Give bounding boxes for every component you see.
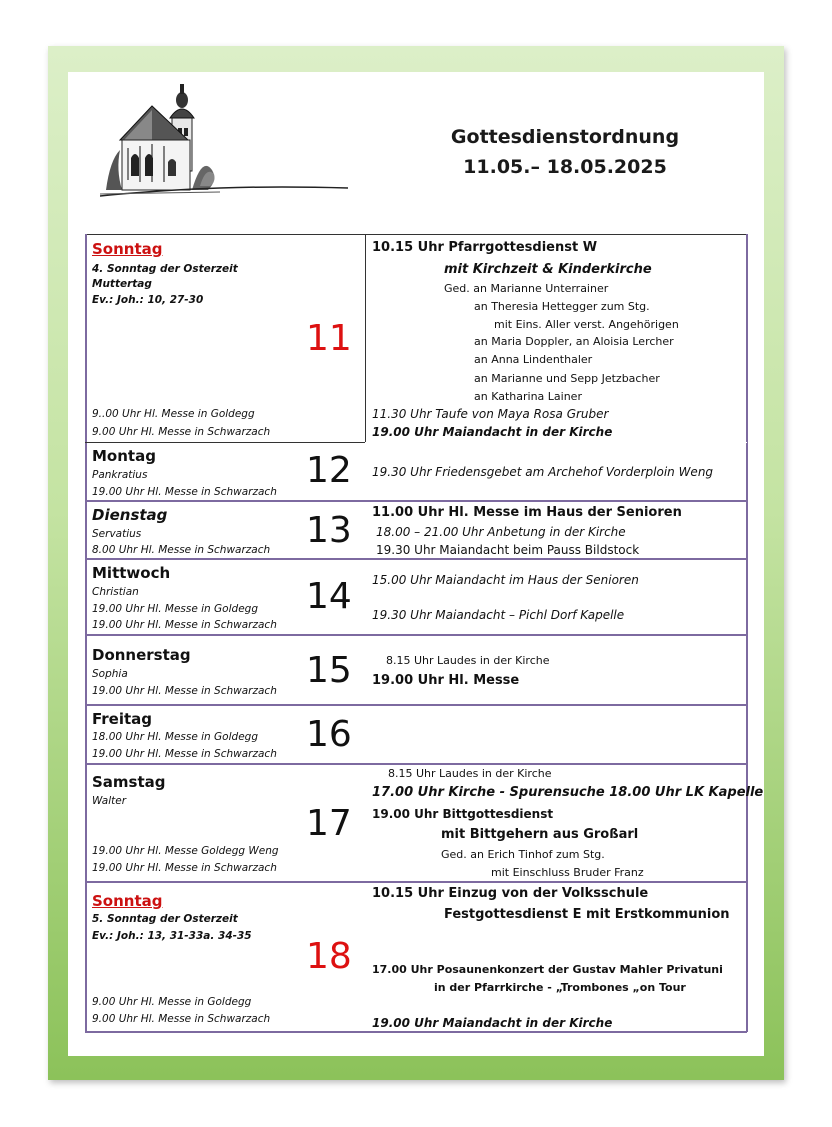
row-divider <box>85 704 747 706</box>
event: mit Kirchzeit & Kinderkirche <box>444 262 652 277</box>
mass-time: 19.00 Uhr Hl. Messe in Schwarzach <box>92 486 277 498</box>
table-left-border <box>85 234 87 1032</box>
mass-time: 19.00 Uhr Hl. Messe in Schwarzach <box>92 748 277 760</box>
row-divider <box>85 763 747 765</box>
day-name: Freitag <box>92 710 153 728</box>
event: Ged. an Erich Tinhof zum Stg. <box>441 848 605 861</box>
event: 15.00 Uhr Maiandacht im Haus der Senioren <box>372 573 639 587</box>
date-number: 15 <box>306 650 352 691</box>
mass-time: 18.00 Uhr Hl. Messe in Goldegg <box>92 731 258 743</box>
spacer <box>365 442 747 443</box>
date-number: 12 <box>306 450 352 491</box>
event: an Maria Doppler, an Aloisia Lercher <box>474 335 674 348</box>
event: 19.30 Uhr Maiandacht – Pichl Dorf Kapelle <box>372 608 625 622</box>
event: 11.30 Uhr Taufe von Maya Rosa Gruber <box>372 407 609 421</box>
day-name: Dienstag <box>92 506 168 524</box>
mass-time: 9.00 Uhr Hl. Messe in Schwarzach <box>92 1013 271 1025</box>
mass-time: 9.00 Uhr Hl. Messe in Goldegg <box>92 996 252 1008</box>
day-name: Samstag <box>92 773 166 791</box>
row-divider <box>85 881 747 883</box>
table-right-border <box>746 234 748 1032</box>
row-divider <box>85 558 747 560</box>
title-line-1: Gottesdienstordnung <box>450 126 680 148</box>
day-note: 4. Sonntag der Osterzeit <box>92 263 238 275</box>
date-number: 14 <box>306 576 352 617</box>
date-number: 18 <box>306 936 352 977</box>
event: 19.00 Uhr Bittgottesdienst <box>372 807 554 821</box>
date-number: 11 <box>306 318 352 359</box>
mass-time: 19.00 Uhr Hl. Messe in Schwarzach <box>92 619 277 631</box>
day-note: Ev.: Joh.: 13, 31-33a. 34-35 <box>92 930 252 942</box>
date-number: 17 <box>306 803 352 844</box>
table-top-border <box>85 234 747 235</box>
event: 10.15 Uhr Pfarrgottesdienst W <box>372 240 598 255</box>
event: an Theresia Hettegger zum Stg. <box>474 300 650 313</box>
date-number: 13 <box>306 510 352 551</box>
page-title <box>430 122 700 182</box>
day-name: Montag <box>92 447 156 465</box>
event: 8.15 Uhr Laudes in der Kirche <box>388 767 552 780</box>
event: an Katharina Lainer <box>474 390 582 403</box>
church-illustration <box>100 78 350 208</box>
day-note: Pankratius <box>92 469 148 481</box>
event: mit Einschluss Bruder Franz <box>491 866 644 879</box>
event: 19.30 Uhr Maiandacht beim Pauss Bildstock <box>376 543 640 557</box>
day-note: Walter <box>92 795 127 807</box>
event: 17.00 Uhr Kirche - Spurensuche 18.00 Uhr LK Kapelle <box>372 785 764 800</box>
day-name: Sonntag <box>92 892 163 910</box>
day-name: Sonntag <box>92 240 163 258</box>
column-divider <box>365 234 366 442</box>
table-bottom-border <box>85 1031 747 1033</box>
mass-time: 19.00 Uhr Hl. Messe in Schwarzach <box>92 685 277 697</box>
day-note: Servatius <box>92 528 142 540</box>
mass-time: 19.00 Uhr Hl. Messe in Schwarzach <box>92 862 277 874</box>
event: Festgottesdienst E mit Erstkommunion <box>444 907 730 922</box>
mass-time: 8.00 Uhr Hl. Messe in Schwarzach <box>92 544 271 556</box>
row-divider <box>85 500 747 502</box>
event: 11.00 Uhr Hl. Messe im Haus der Senioren <box>372 505 682 520</box>
event: mit Eins. Aller verst. Angehörigen <box>494 318 679 331</box>
event: 18.00 – 21.00 Uhr Anbetung in der Kirche <box>376 525 626 539</box>
row-divider <box>85 634 747 636</box>
day-name: Donnerstag <box>92 646 191 664</box>
day-name: Mittwoch <box>92 564 171 582</box>
event: 19.00 Uhr Maiandacht in der Kirche <box>372 425 613 439</box>
event: 10.15 Uhr Einzug von der Volksschule <box>372 886 649 901</box>
event: 19.00 Uhr Maiandacht in der Kirche <box>372 1016 613 1030</box>
day-note: Ev.: Joh.: 10, 27-30 <box>92 294 204 306</box>
event: 8.15 Uhr Laudes in der Kirche <box>386 654 550 667</box>
event: 19.00 Uhr Hl. Messe <box>372 673 520 688</box>
event: 19.30 Uhr Friedensgebet am Archehof Vorderploin Weng <box>372 465 714 479</box>
event: Ged. an Marianne Unterrainer <box>444 282 609 295</box>
mass-time: 9..00 Uhr Hl. Messe in Goldegg <box>92 408 255 420</box>
row-divider <box>85 442 365 443</box>
title-line-2: 11.05.– 18.05.2025 <box>463 156 667 178</box>
date-number: 16 <box>306 714 352 755</box>
event: in der Pfarrkirche - „Trombones „on Tour <box>434 981 686 994</box>
day-note: Christian <box>92 586 139 598</box>
mass-time: 19.00 Uhr Hl. Messe in Goldegg <box>92 603 258 615</box>
event: an Marianne und Sepp Jetzbacher <box>474 372 660 385</box>
day-note: Sophia <box>92 668 128 680</box>
event: mit Bittgehern aus Großarl <box>441 827 639 842</box>
day-note: Muttertag <box>92 278 152 290</box>
mass-time: 19.00 Uhr Hl. Messe Goldegg Weng <box>92 845 279 857</box>
event: an Anna Lindenthaler <box>474 353 593 366</box>
event: 17.00 Uhr Posaunenkonzert der Gustav Mahler Privatuni <box>372 963 723 976</box>
day-note: 5. Sonntag der Osterzeit <box>92 913 238 925</box>
mass-time: 9.00 Uhr Hl. Messe in Schwarzach <box>92 426 271 438</box>
